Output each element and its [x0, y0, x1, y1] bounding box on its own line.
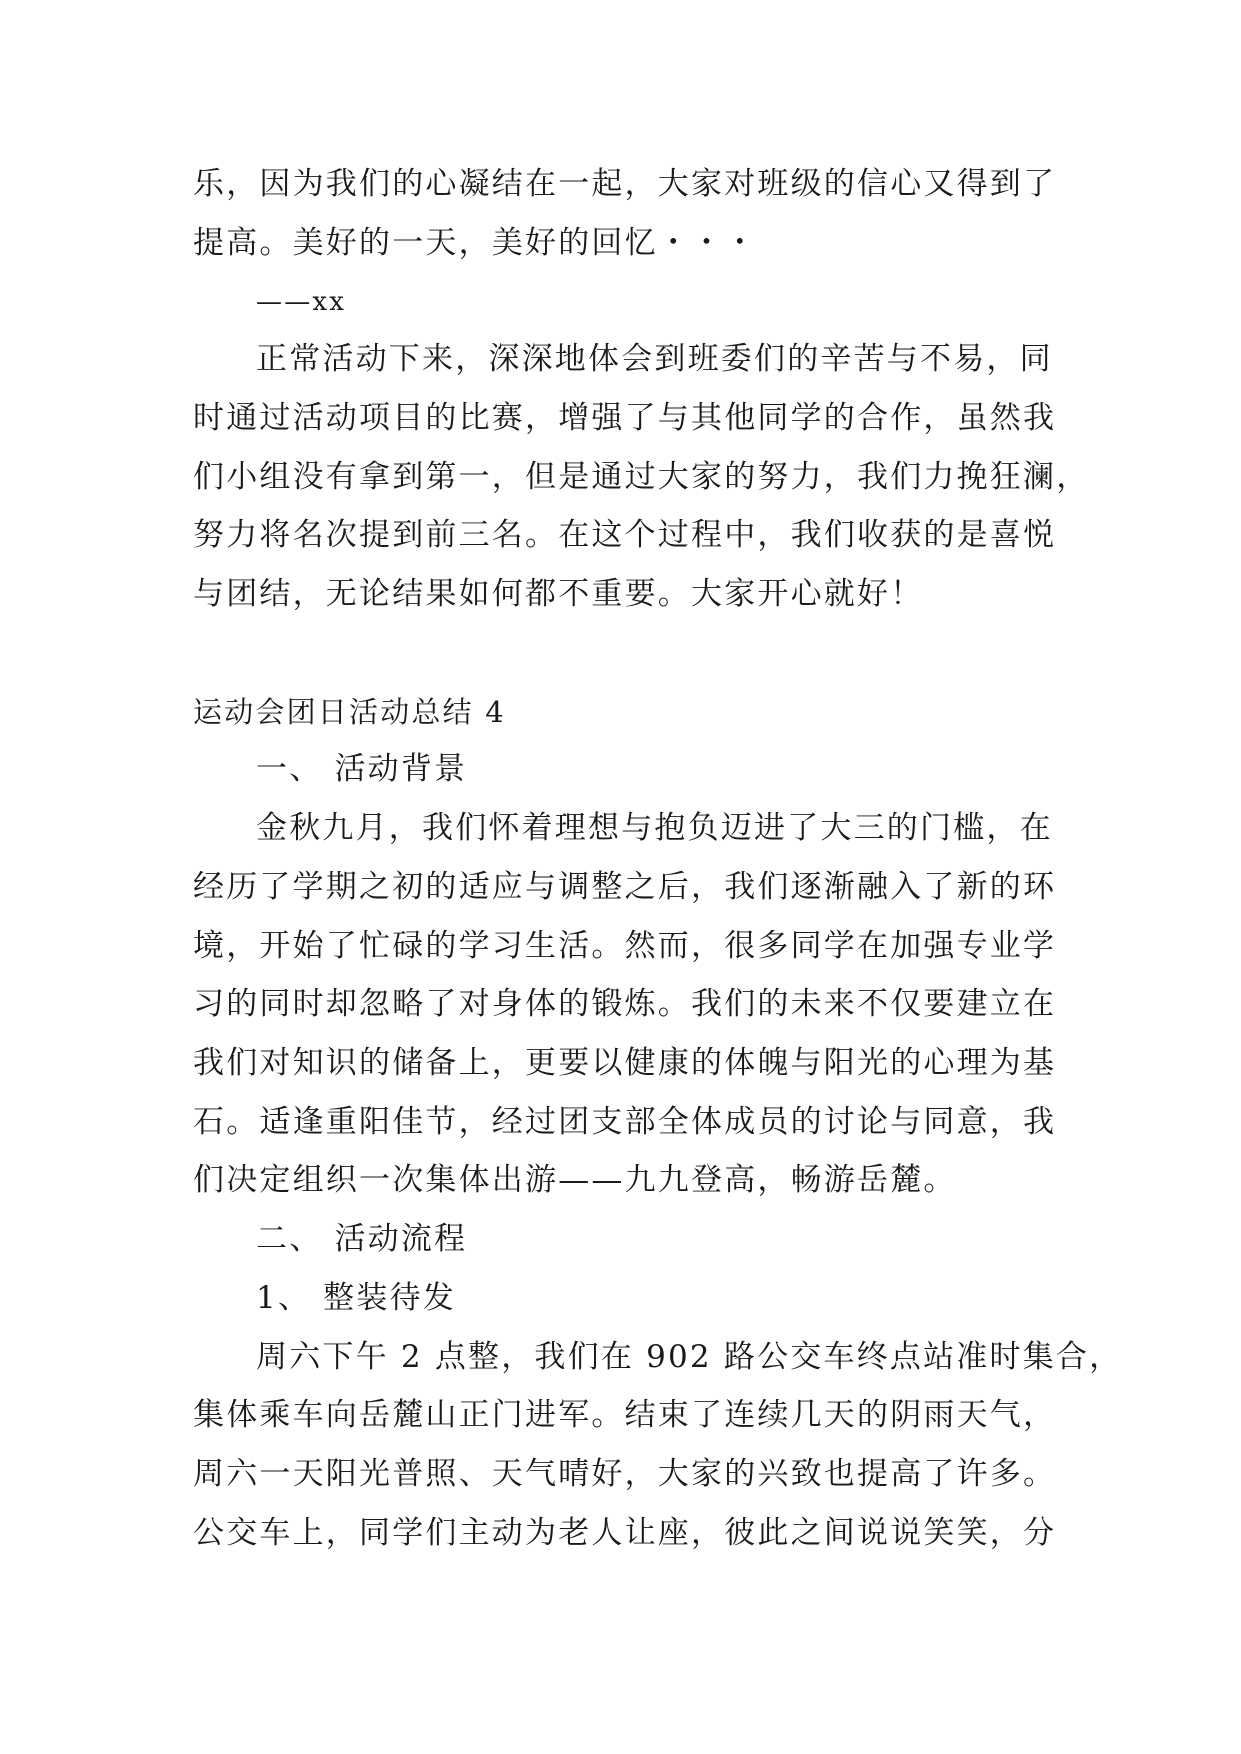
subheading: 1、 整装待发: [256, 1280, 456, 1316]
subheading: 二、 活动流程: [256, 1221, 468, 1257]
body-text-line: 努力将名次提到前三名。在这个过程中，我们收获的是喜悦: [193, 517, 1057, 553]
subheading: 一、 活动背景: [256, 751, 468, 787]
body-text-line: 石。适逢重阳佳节，经过团支部全体成员的讨论与同意，我: [193, 1104, 1057, 1140]
body-text-line: 集体乘车向岳麓山正门进军。结束了连续几天的阴雨天气，: [193, 1397, 1057, 1433]
body-text-line: 经历了学期之初的适应与调整之后，我们逐渐融入了新的环: [193, 869, 1057, 905]
body-text-line: 正常活动下来，深深地体会到班委们的辛苦与不易，同: [256, 341, 1053, 377]
body-text-line: 乐，因为我们的心凝结在一起，大家对班级的信心又得到了: [193, 166, 1057, 202]
body-text-line: 时通过活动项目的比赛，增强了与其他同学的合作，虽然我: [193, 400, 1057, 436]
body-text-line: 们决定组织一次集体出游——九九登高，畅游岳麓。: [193, 1162, 957, 1198]
body-text-line: 我们对知识的储备上，更要以健康的体魄与阳光的心理为基: [193, 1045, 1057, 1081]
body-text-line: 习的同时却忽略了对身体的锻炼。我们的未来不仅要建立在: [193, 986, 1057, 1022]
body-text-line: 公交车上，同学们主动为老人让座，彼此之间说说笑笑，分: [193, 1515, 1057, 1551]
body-text-line: 与团结，无论结果如何都不重要。大家开心就好！: [193, 576, 924, 612]
body-text-line: 们小组没有拿到第一，但是通过大家的努力，我们力挽狂澜，: [193, 459, 1090, 495]
body-text-line: 境，开始了忙碌的学习生活。然而，很多同学在加强专业学: [193, 928, 1057, 964]
body-text-line: 周六一天阳光普照、天气晴好，大家的兴致也提高了许多。: [193, 1456, 1057, 1492]
body-text-line: 金秋九月，我们怀着理想与抱负迈进了大三的门槛，在: [256, 810, 1053, 846]
body-text-line: 周六下午 2 点整，我们在 902 路公交车终点站准时集合，: [256, 1339, 1123, 1375]
body-text-line: 提高。美好的一天，美好的回忆・・・: [193, 225, 758, 261]
section-title: 运动会团日活动总结 4: [193, 695, 506, 729]
signature-line: ——xx: [256, 287, 347, 317]
